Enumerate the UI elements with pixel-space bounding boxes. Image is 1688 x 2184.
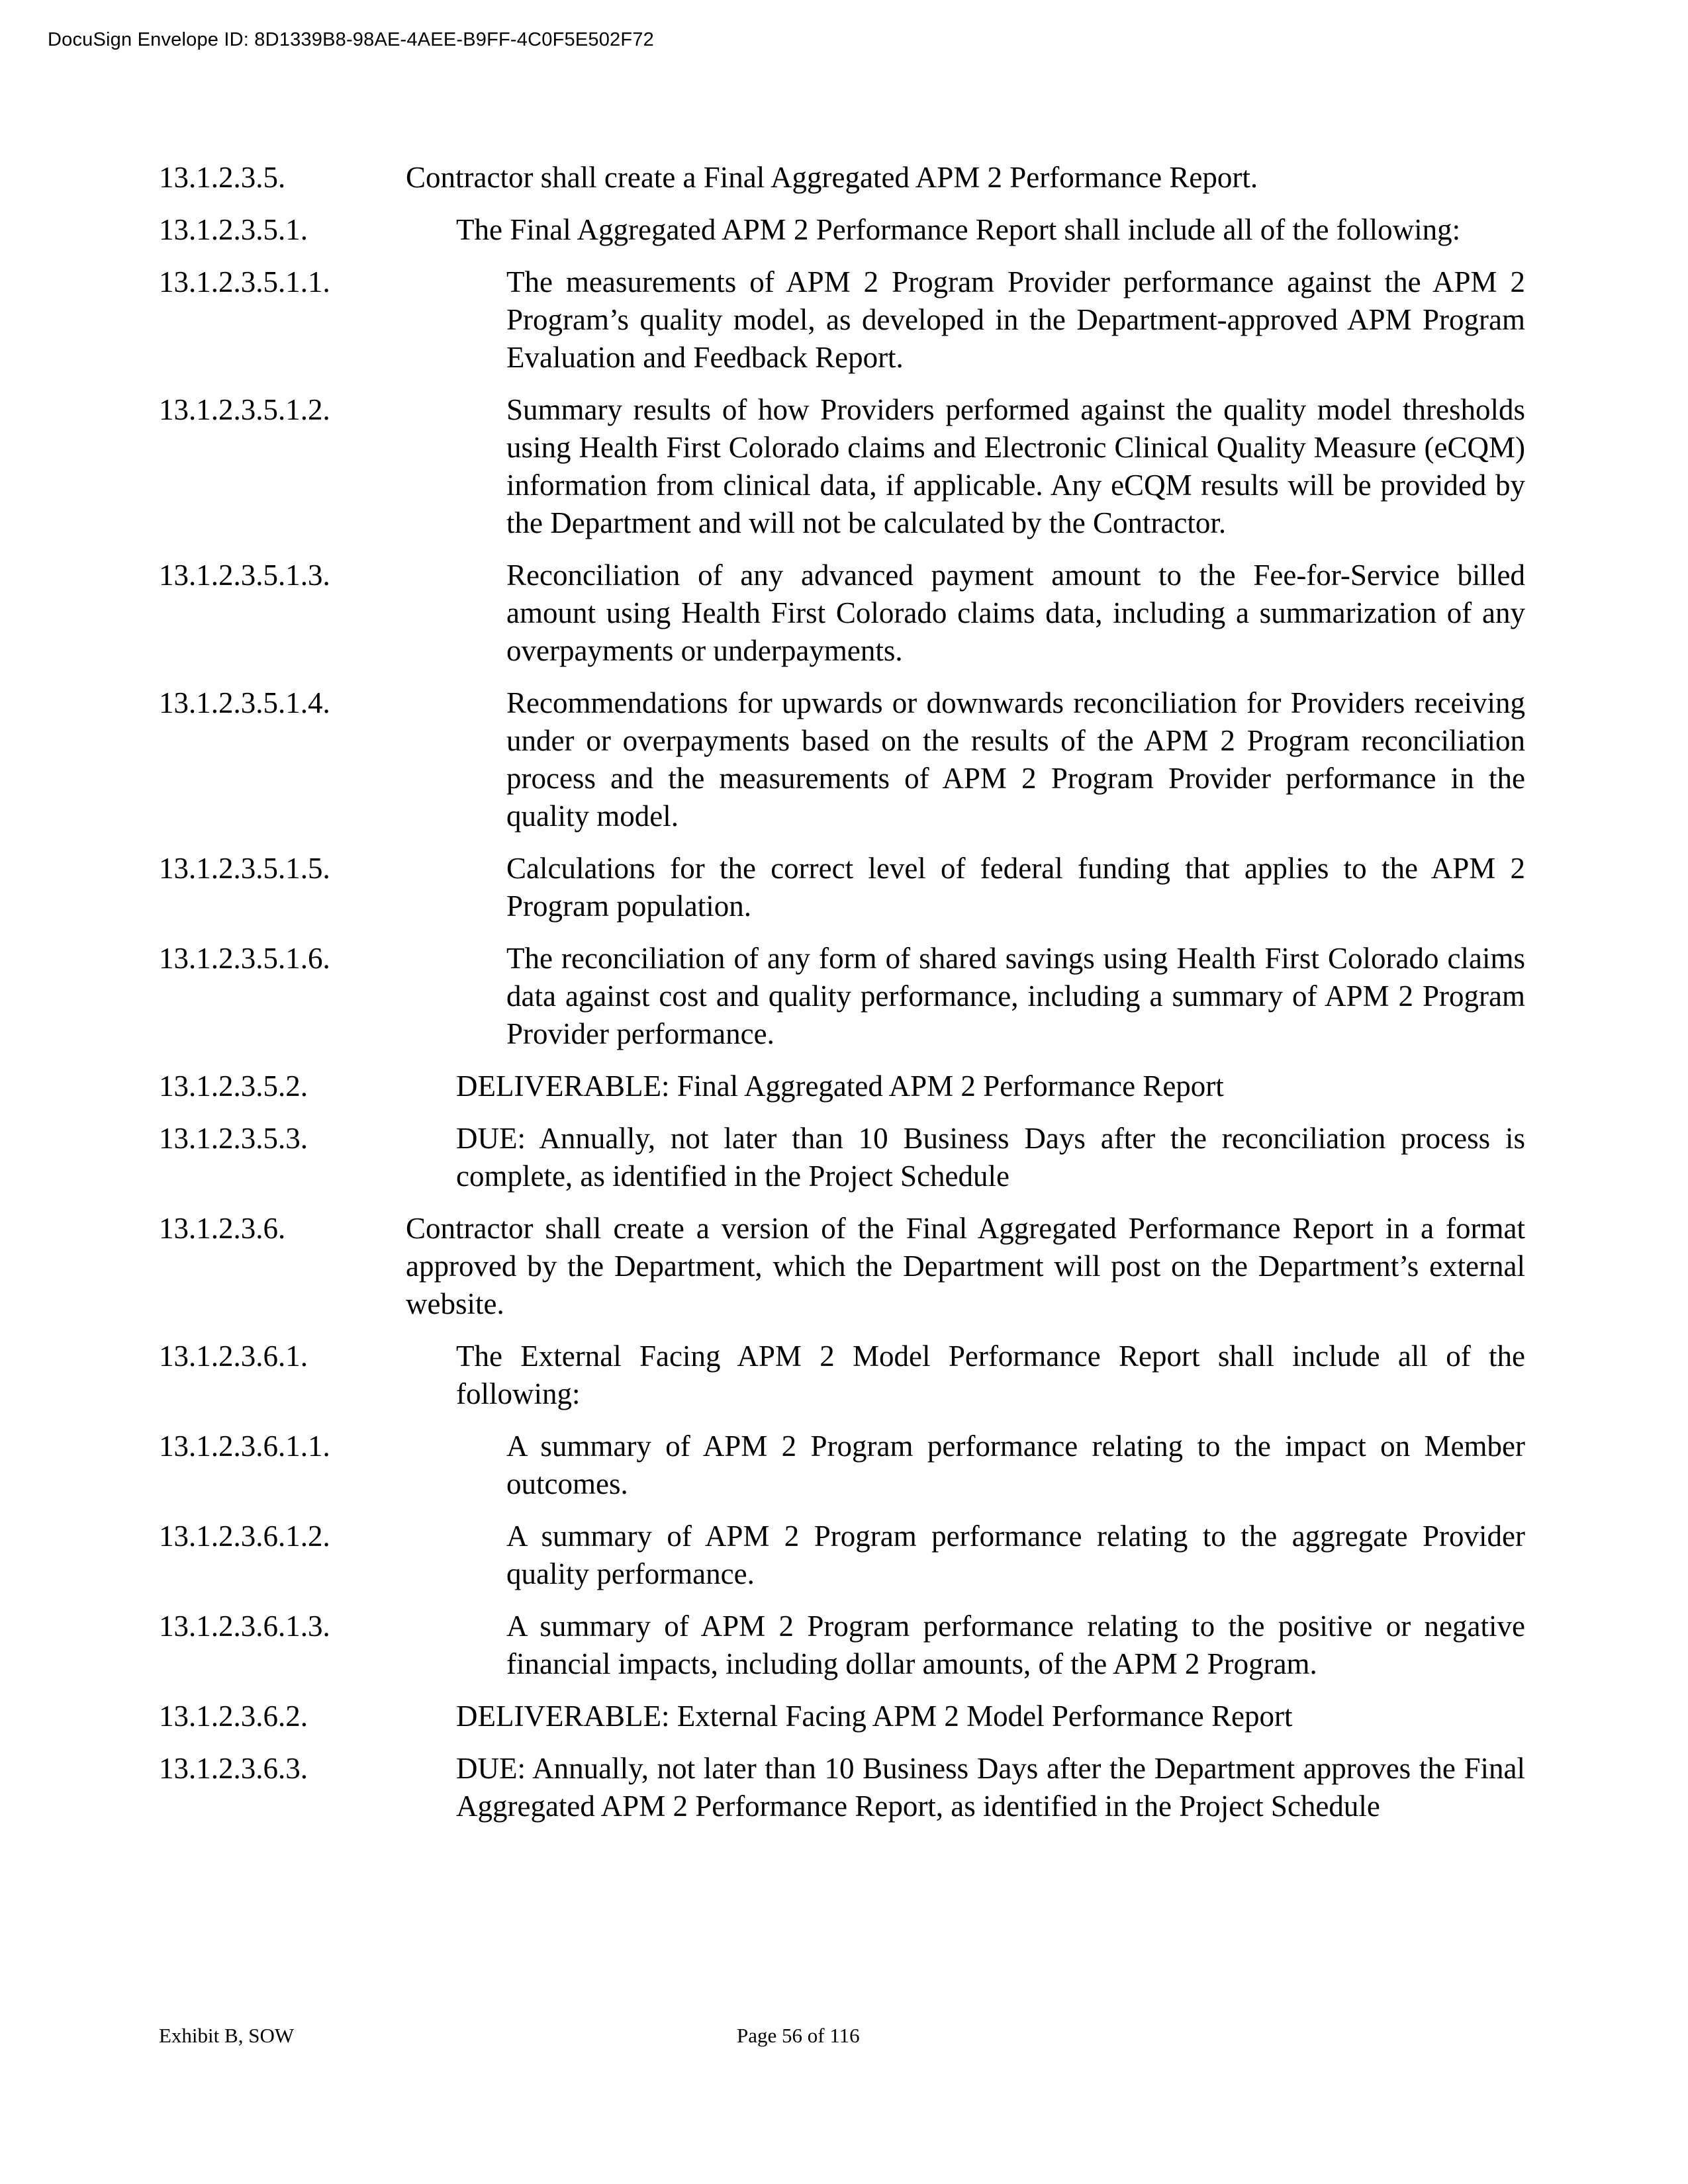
section-item <box>159 263 1525 377</box>
section-number: 13.1.2.3.6.3. <box>159 1752 308 1785</box>
section-text: Reconciliation of any advanced payment amount to the Fee-for-Service billed amount using Health First Colorado claims data, including a summarization of any overpayments or underpayments. <box>506 559 1525 667</box>
section-number: 13.1.2.3.6.1.1. <box>159 1430 330 1463</box>
section-text: The measurements of APM 2 Program Provider performance against the APM 2 Program’s quality model, as developed in the Department-approved APM Program Evaluation and Feedback Report. <box>506 265 1525 374</box>
docusign-envelope-id: DocuSign Envelope ID: 8D1339B8-98AE-4AEE-B9FF-4C0F5E502F72 <box>48 29 654 50</box>
section-item <box>159 159 1525 197</box>
section-number: 13.1.2.3.6. <box>159 1212 286 1245</box>
section-text: The reconciliation of any form of shared savings using Health First Colorado claims data against cost and quality performance, including a summary of APM 2 Program Provider performance. <box>506 942 1525 1050</box>
section-text: A summary of APM 2 Program performance relating to the impact on Member outcomes. <box>506 1430 1525 1500</box>
footer-exhibit-label: Exhibit B, SOW <box>159 2024 295 2047</box>
section-text: Calculations for the correct level of federal funding that applies to the APM 2 Program population. <box>506 852 1525 923</box>
due-text: DUE: Annually, not later than 10 Business Days after the Department approves the Final Aggregated APM 2 Performance Report, as identified in the Project Schedule <box>456 1752 1525 1823</box>
section-number: 13.1.2.3.5. <box>159 161 286 194</box>
section-item <box>159 1338 1525 1413</box>
section-item <box>159 1608 1525 1683</box>
section-number: 13.1.2.3.6.2. <box>159 1700 308 1733</box>
section-number: 13.1.2.3.5.1. <box>159 213 308 246</box>
section-number: 13.1.2.3.5.1.4. <box>159 686 330 719</box>
section-item <box>159 1518 1525 1593</box>
section-item <box>159 1428 1525 1503</box>
section-number: 13.1.2.3.5.1.3. <box>159 559 330 592</box>
due-text: DUE: Annually, not later than 10 Business Days after the reconciliation process is complete, as identified in the Project Schedule <box>456 1122 1525 1193</box>
section-item <box>159 940 1525 1053</box>
section-text: The External Facing APM 2 Model Performance Report shall include all of the following: <box>456 1340 1525 1410</box>
section-text: The Final Aggregated APM 2 Performance Report shall include all of the following: <box>456 213 1461 246</box>
section-text: A summary of APM 2 Program performance relating to the aggregate Provider quality performance. <box>506 1520 1525 1590</box>
section-number: 13.1.2.3.5.3. <box>159 1122 308 1155</box>
section-item <box>159 557 1525 670</box>
section-number: 13.1.2.3.5.1.5. <box>159 852 330 885</box>
section-number: 13.1.2.3.6.1. <box>159 1340 308 1373</box>
section-item <box>159 1068 1525 1105</box>
section-text: Contractor shall create a Final Aggregated APM 2 Performance Report. <box>406 161 1258 194</box>
section-item <box>159 850 1525 925</box>
footer-page-number: Page 56 of 116 <box>737 2024 860 2047</box>
section-text: Summary results of how Providers performed against the quality model thresholds using Health First Colorado claims and Electronic Clinical Quality Measure (eCQM) information from clinical data, if applicable. Any eCQM results will be provided by the Department and will not be calculated by the Contractor. <box>506 393 1525 539</box>
section-number: 13.1.2.3.5.1.1. <box>159 265 330 298</box>
section-item <box>159 1750 1525 1825</box>
deliverable-text: DELIVERABLE: External Facing APM 2 Model Performance Report <box>456 1700 1293 1733</box>
section-item <box>159 211 1525 249</box>
section-number: 13.1.2.3.5.2. <box>159 1069 308 1103</box>
section-item <box>159 1698 1525 1735</box>
section-number: 13.1.2.3.5.1.6. <box>159 942 330 975</box>
section-number: 13.1.2.3.5.1.2. <box>159 393 330 426</box>
section-number: 13.1.2.3.6.1.3. <box>159 1610 330 1643</box>
document-body <box>159 159 1525 1840</box>
section-item <box>159 1210 1525 1323</box>
section-text: A summary of APM 2 Program performance relating to the positive or negative financial impacts, including dollar amounts, of the APM 2 Program. <box>506 1610 1525 1680</box>
deliverable-text: DELIVERABLE: Final Aggregated APM 2 Performance Report <box>456 1069 1224 1103</box>
section-text: Contractor shall create a version of the Final Aggregated Performance Report in a format approved by the Department, which the Department will post on the Department’s external website. <box>406 1212 1525 1320</box>
section-item <box>159 391 1525 542</box>
section-text: Recommendations for upwards or downwards reconciliation for Providers receiving under or overpayments based on the results of the APM 2 Program reconciliation process and the measurements of APM 2 Program Provider performance in the quality model. <box>506 686 1525 833</box>
section-number: 13.1.2.3.6.1.2. <box>159 1520 330 1553</box>
section-item <box>159 1120 1525 1195</box>
section-item <box>159 684 1525 835</box>
